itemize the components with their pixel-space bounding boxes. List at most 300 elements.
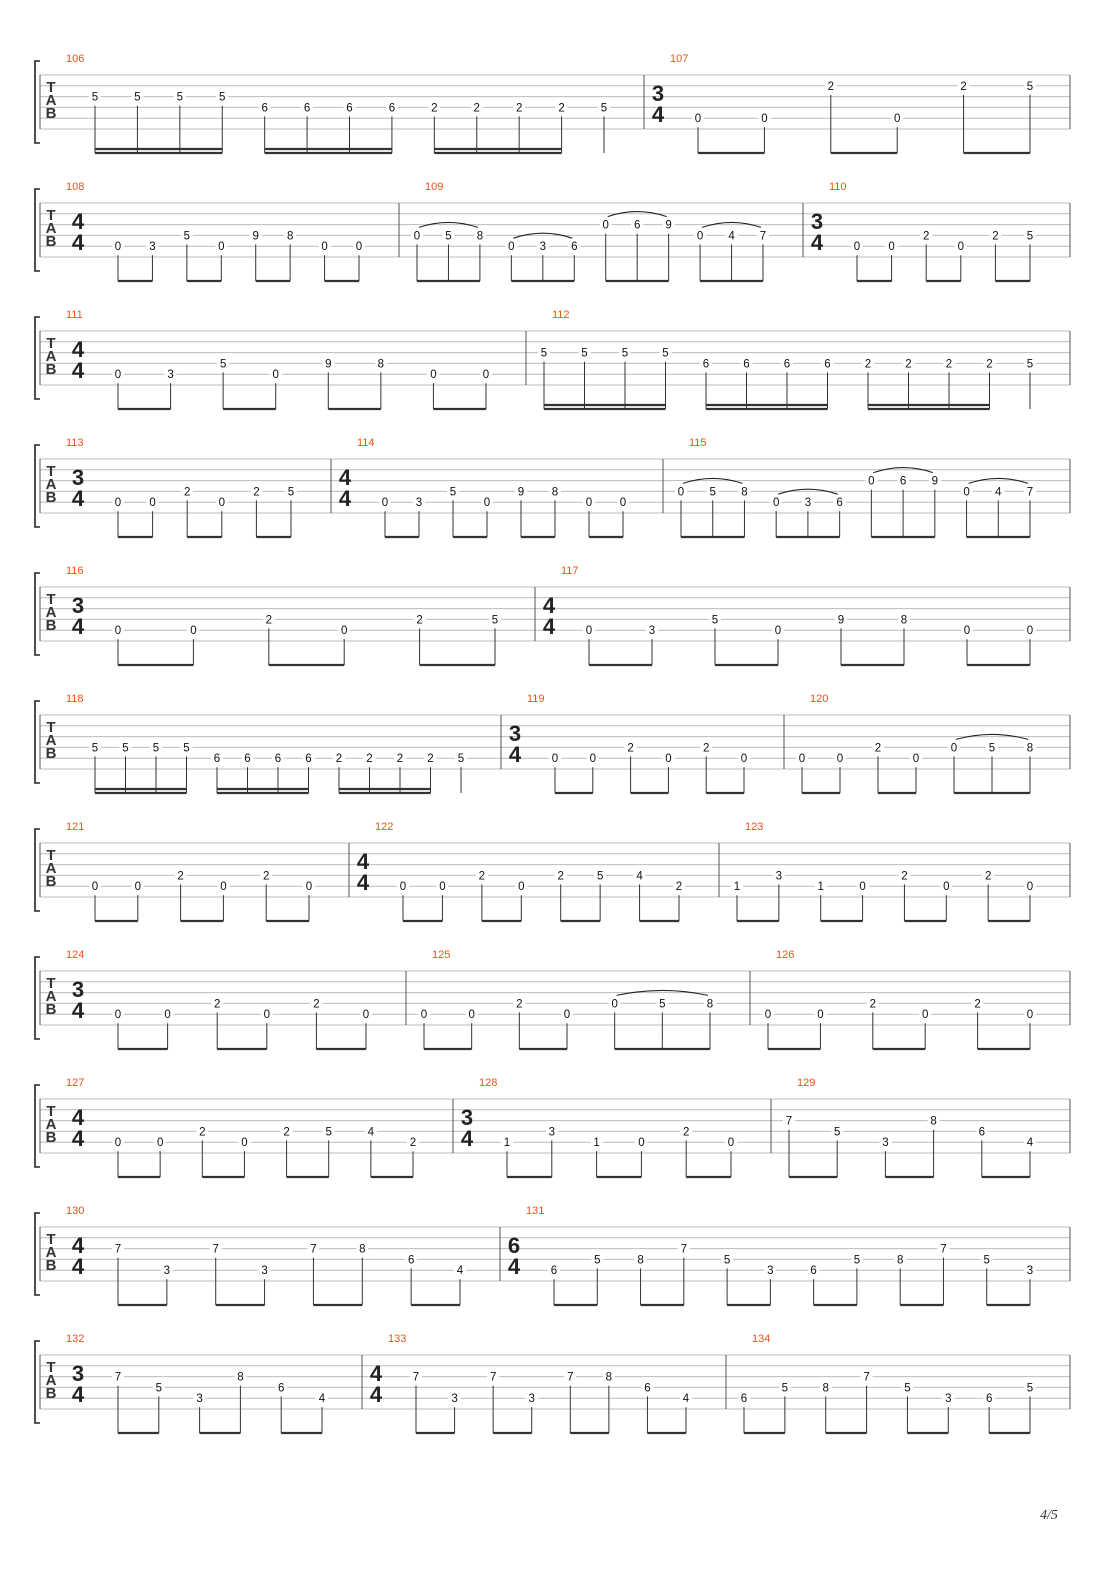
fret-number: 2 [366, 753, 373, 766]
time-signature-bottom: 4 [71, 1126, 85, 1151]
fret-number: 2 [515, 102, 523, 115]
fret-number: 5 [596, 870, 604, 883]
tab-clef: T [46, 719, 56, 736]
fret-number: 2 [627, 742, 634, 755]
fret-number: 3 [775, 870, 783, 883]
measure-number: 130 [66, 1205, 85, 1217]
fret-number: 5 [176, 91, 184, 104]
time-signature-top: 4 [369, 1361, 383, 1386]
fret-number: 0 [430, 369, 437, 382]
measure-number: 128 [479, 1077, 498, 1089]
fret-number: 4 [682, 1393, 690, 1406]
fret-number: 2 [675, 881, 683, 894]
fret-number: 3 [167, 369, 174, 382]
fret-number: 0 [1026, 625, 1034, 638]
fret-number: 3 [528, 1393, 535, 1406]
fret-number: 0 [114, 369, 122, 382]
time-signature-top: 4 [71, 1233, 85, 1258]
fret-number: 0 [611, 998, 618, 1011]
measure-number: 107 [670, 53, 689, 65]
fret-number: 6 [388, 102, 396, 115]
fret-number: 0 [413, 230, 421, 243]
measure-number: 116 [66, 565, 84, 577]
fret-number: 3 [548, 1126, 556, 1139]
fret-number: 9 [665, 219, 672, 232]
tab-clef: T [46, 335, 56, 352]
fret-number: 0 [399, 881, 407, 894]
fret-number: 3 [149, 241, 156, 254]
fret-number: 7 [489, 1371, 497, 1384]
fret-number: 2 [473, 102, 480, 115]
fret-number: 6 [740, 1393, 748, 1406]
tab-clef: B [45, 233, 57, 250]
fret-number: 5 [662, 347, 669, 360]
fret-number: 0 [563, 1009, 571, 1022]
time-signature-top: 3 [71, 977, 85, 1002]
fret-number: 5 [723, 1254, 731, 1267]
fret-number: 0 [963, 486, 970, 499]
fret-number: 6 [783, 358, 791, 371]
fret-number: 0 [263, 1009, 271, 1022]
fret-number: 6 [303, 102, 311, 115]
fret-number: 0 [589, 753, 597, 766]
time-signature-top: 4 [71, 209, 85, 234]
fret-number: 0 [468, 1009, 475, 1022]
tab-clef: T [46, 79, 56, 96]
fret-number: 2 [864, 358, 872, 371]
measure-number: 129 [797, 1077, 816, 1089]
fret-number: 7 [310, 1243, 317, 1256]
fret-number: 6 [978, 1126, 986, 1139]
fret-number: 0 [950, 742, 958, 755]
fret-number: 2 [253, 486, 260, 499]
fret-number: 0 [585, 625, 593, 638]
tab-clef: A [45, 604, 57, 621]
fret-number: 0 [817, 1009, 824, 1022]
measure-number: 119 [527, 693, 545, 705]
time-signature-bottom: 4 [71, 614, 85, 639]
fret-number: 2 [992, 230, 999, 243]
fret-number: 2 [313, 998, 320, 1011]
system-bracket [35, 1341, 40, 1423]
fret-number: 8 [359, 1243, 366, 1256]
fret-number: 0 [1026, 1009, 1034, 1022]
measure-number: 123 [745, 821, 764, 833]
fret-number: 0 [912, 753, 920, 766]
tab-clef: A [45, 220, 57, 237]
measure-number: 121 [66, 821, 85, 833]
fret-number: 0 [774, 625, 782, 638]
fret-number: 1 [503, 1137, 511, 1150]
time-signature-bottom: 4 [369, 1382, 383, 1407]
tab-clef: T [46, 591, 56, 608]
time-signature-bottom: 4 [71, 230, 85, 255]
fret-number: 9 [325, 358, 332, 371]
fret-number: 0 [798, 753, 806, 766]
fret-number: 0 [91, 881, 99, 894]
fret-number: 7 [114, 1243, 122, 1256]
fret-number: 7 [114, 1371, 122, 1384]
fret-number: 0 [551, 753, 559, 766]
tab-clef: A [45, 988, 57, 1005]
time-signature-bottom: 4 [542, 614, 556, 639]
measure-number: 113 [66, 437, 84, 449]
fret-number: 5 [491, 614, 499, 627]
time-signature-top: 3 [651, 81, 665, 106]
fret-number: 5 [594, 1254, 601, 1267]
system-bracket [35, 317, 40, 399]
fret-number: 0 [696, 230, 704, 243]
fret-number: 3 [804, 497, 812, 510]
time-signature-bottom: 4 [810, 230, 824, 255]
fret-number: 0 [362, 1009, 370, 1022]
fret-number: 0 [164, 1009, 171, 1022]
system-bracket [35, 701, 40, 783]
fret-number: 0 [836, 753, 844, 766]
system-bracket [35, 1213, 40, 1295]
fret-number: 5 [1026, 358, 1034, 371]
fret-number: 0 [114, 1009, 122, 1022]
fret-number: 6 [407, 1254, 415, 1267]
fret-number: 2 [396, 753, 404, 766]
fret-number: 0 [439, 881, 446, 894]
fret-number: 1 [733, 881, 741, 894]
time-signature-top: 3 [71, 465, 85, 490]
time-signature-bottom: 4 [71, 1254, 85, 1279]
fret-number: 5 [1026, 230, 1034, 243]
fret-number: 0 [190, 625, 197, 638]
time-signature-top: 4 [356, 849, 370, 874]
tab-clef: A [45, 1116, 57, 1133]
fret-number: 8 [900, 614, 908, 627]
fret-number: 0 [483, 497, 491, 510]
measure-number: 132 [66, 1333, 85, 1345]
measure-number: 108 [66, 181, 85, 193]
fret-number: 6 [305, 753, 312, 766]
fret-number: 8 [896, 1254, 904, 1267]
fret-number: 0 [305, 881, 313, 894]
tab-clef: A [45, 732, 57, 749]
fret-number: 0 [508, 241, 515, 254]
fret-number: 6 [743, 358, 750, 371]
fret-number: 0 [859, 881, 866, 894]
fret-number: 0 [1026, 881, 1034, 894]
measure-number: 112 [552, 309, 570, 321]
time-signature-bottom: 4 [71, 998, 85, 1023]
fret-number: 2 [905, 358, 912, 371]
fret-number: 5 [581, 347, 588, 360]
tab-clef: B [45, 105, 57, 122]
fret-number: 0 [134, 881, 142, 894]
fret-number: 0 [921, 1009, 929, 1022]
time-signature-bottom: 4 [338, 486, 352, 511]
time-signature-top: 3 [508, 721, 522, 746]
fret-number: 8 [551, 486, 559, 499]
fret-number: 2 [199, 1126, 206, 1139]
fret-number: 7 [940, 1243, 947, 1256]
fret-number: 0 [518, 881, 525, 894]
time-signature-bottom: 4 [356, 870, 370, 895]
fret-number: 0 [638, 1137, 645, 1150]
page-number: 4/5 [1040, 1508, 1058, 1523]
fret-number: 5 [325, 1126, 332, 1139]
fret-number: 2 [183, 486, 191, 499]
tab-clef: B [45, 873, 57, 890]
fret-number: 2 [682, 1126, 690, 1139]
time-signature-top: 3 [71, 593, 85, 618]
fret-number: 8 [822, 1382, 829, 1395]
fret-number: 6 [985, 1393, 993, 1406]
fret-number: 7 [567, 1371, 574, 1384]
time-signature-top: 3 [460, 1105, 474, 1130]
fret-number: 0 [114, 625, 122, 638]
fret-number: 0 [149, 497, 156, 510]
fret-number: 0 [272, 369, 279, 382]
fret-number: 5 [152, 742, 160, 755]
fret-number: 5 [122, 742, 129, 755]
fret-number: 0 [853, 241, 861, 254]
fret-number: 9 [931, 475, 939, 488]
time-signature-top: 4 [71, 1105, 85, 1130]
fret-number: 5 [445, 230, 452, 243]
fret-number: 2 [960, 80, 967, 93]
fret-number: 7 [1026, 486, 1034, 499]
fret-number: 0 [665, 753, 672, 766]
fret-number: 5 [457, 753, 465, 766]
fret-number: 7 [412, 1371, 420, 1384]
time-signature-top: 4 [338, 465, 352, 490]
fret-number: 6 [213, 753, 221, 766]
fret-number: 4 [636, 870, 643, 883]
fret-number: 8 [605, 1371, 613, 1384]
time-signature-bottom: 4 [507, 1254, 521, 1279]
fret-number: 8 [476, 230, 484, 243]
fret-number: 2 [262, 870, 270, 883]
system-bracket [35, 189, 40, 271]
fret-number: 2 [431, 102, 438, 115]
fret-number: 7 [680, 1243, 688, 1256]
tab-clef: A [45, 1372, 57, 1389]
fret-number: 0 [241, 1137, 248, 1150]
fret-number: 0 [943, 881, 950, 894]
fret-number: 0 [764, 1009, 772, 1022]
measure-number: 106 [66, 53, 85, 65]
fret-number: 5 [91, 91, 99, 104]
fret-number: 6 [633, 219, 641, 232]
system-bracket [35, 445, 40, 527]
fret-number: 5 [540, 347, 548, 360]
tab-clef: T [46, 1103, 56, 1120]
fret-number: 7 [863, 1371, 870, 1384]
time-signature-bottom: 4 [71, 486, 85, 511]
fret-number: 5 [219, 358, 227, 371]
time-signature-bottom: 4 [460, 1126, 474, 1151]
fret-number: 0 [218, 241, 225, 254]
measure-number: 115 [689, 437, 707, 449]
tab-clef: B [45, 1129, 57, 1146]
measure-number: 125 [432, 949, 451, 961]
fret-number: 2 [922, 230, 930, 243]
fret-number: 0 [893, 113, 901, 126]
time-signature-top: 3 [810, 209, 824, 234]
fret-number: 2 [974, 998, 981, 1011]
fret-number: 5 [183, 742, 190, 755]
time-signature-bottom: 4 [71, 1382, 85, 1407]
fret-number: 6 [836, 497, 843, 510]
fret-number: 0 [761, 113, 768, 126]
measure-number: 134 [752, 1333, 771, 1345]
measure-number: 124 [66, 949, 85, 961]
measure-number: 117 [561, 565, 579, 577]
fret-number: 2 [986, 358, 993, 371]
fret-number: 6 [277, 1382, 285, 1395]
fret-number: 3 [451, 1393, 458, 1406]
fret-number: 2 [283, 1126, 290, 1139]
tab-clef: A [45, 476, 57, 493]
fret-number: 6 [274, 753, 282, 766]
tab-clef: B [45, 489, 57, 506]
tab-clef: A [45, 92, 57, 109]
fret-number: 8 [377, 358, 385, 371]
fret-number: 0 [740, 753, 748, 766]
fret-number: 2 [416, 614, 423, 627]
system-bracket [35, 1085, 40, 1167]
system-bracket [35, 61, 40, 143]
fret-number: 0 [114, 241, 122, 254]
fret-number: 5 [781, 1382, 789, 1395]
fret-number: 5 [134, 91, 141, 104]
fret-number: 5 [183, 230, 191, 243]
fret-number: 4 [995, 486, 1002, 499]
fret-number: 0 [156, 1137, 164, 1150]
fret-number: 1 [817, 881, 824, 894]
tab-clef: B [45, 745, 57, 762]
fret-number: 0 [114, 497, 122, 510]
fret-number: 2 [984, 870, 992, 883]
fret-number: 5 [621, 347, 629, 360]
fret-number: 5 [853, 1254, 861, 1267]
measure-number: 133 [388, 1333, 407, 1345]
fret-number: 2 [827, 80, 835, 93]
fret-number: 3 [539, 241, 547, 254]
time-signature-bottom: 4 [651, 102, 665, 127]
fret-number: 6 [571, 241, 578, 254]
fret-number: 2 [427, 753, 434, 766]
system-bracket [35, 957, 40, 1039]
fret-number: 6 [244, 753, 251, 766]
measure-number: 110 [829, 181, 847, 193]
fret-number: 0 [694, 113, 702, 126]
fret-number: 0 [727, 1137, 735, 1150]
fret-number: 2 [869, 998, 877, 1011]
fret-number: 2 [213, 998, 221, 1011]
fret-number: 0 [772, 497, 780, 510]
fret-number: 0 [340, 625, 348, 638]
fret-number: 3 [648, 625, 656, 638]
measure-number: 111 [66, 309, 83, 321]
fret-number: 5 [711, 614, 719, 627]
fret-number: 0 [220, 881, 227, 894]
time-signature-top: 4 [71, 337, 85, 362]
measure-number: 127 [66, 1077, 85, 1089]
time-signature-bottom: 4 [508, 742, 522, 767]
fret-number: 9 [517, 486, 525, 499]
tab-clef: B [45, 1385, 57, 1402]
time-signature-bottom: 4 [71, 358, 85, 383]
fret-number: 2 [265, 614, 273, 627]
tab-clef: A [45, 348, 57, 365]
fret-number: 3 [196, 1393, 203, 1406]
fret-number: 5 [988, 742, 996, 755]
fret-number: 0 [321, 241, 328, 254]
fret-number: 7 [212, 1243, 219, 1256]
fret-number: 4 [367, 1126, 375, 1139]
fret-number: 0 [888, 241, 895, 254]
fret-number: 3 [945, 1393, 952, 1406]
fret-number: 6 [261, 102, 268, 115]
fret-number: 2 [945, 358, 953, 371]
fret-number: 0 [218, 497, 226, 510]
fret-number: 0 [482, 369, 490, 382]
measure-number: 126 [776, 949, 795, 961]
measure-number: 120 [810, 693, 829, 705]
tab-clef: B [45, 1257, 57, 1274]
fret-number: 8 [706, 998, 714, 1011]
fret-number: 5 [91, 742, 99, 755]
fret-number: 5 [219, 91, 226, 104]
measure-number: 114 [357, 437, 375, 449]
fret-number: 5 [287, 486, 295, 499]
fret-number: 4 [456, 1265, 464, 1278]
tab-clef: T [46, 975, 56, 992]
fret-number: 4 [728, 230, 735, 243]
fret-number: 6 [550, 1265, 558, 1278]
fret-number: 8 [1026, 742, 1034, 755]
fret-number: 9 [252, 230, 259, 243]
fret-number: 3 [261, 1265, 268, 1278]
fret-number: 2 [516, 998, 523, 1011]
fret-number: 0 [420, 1009, 428, 1022]
tab-clef: B [45, 361, 57, 378]
measure-number: 109 [425, 181, 444, 193]
fret-number: 5 [833, 1126, 841, 1139]
fret-number: 0 [868, 475, 875, 488]
fret-number: 5 [904, 1382, 911, 1395]
time-signature-top: 4 [542, 593, 556, 618]
fret-number: 7 [759, 230, 767, 243]
fret-number: 3 [767, 1265, 774, 1278]
fret-number: 2 [557, 870, 564, 883]
fret-number: 6 [702, 358, 710, 371]
measure-number: 118 [66, 693, 84, 705]
fret-number: 0 [114, 1137, 122, 1150]
system-bracket [35, 829, 40, 911]
tab-clef: T [46, 463, 56, 480]
fret-number: 6 [810, 1265, 817, 1278]
fret-number: 6 [644, 1382, 651, 1395]
fret-number: 3 [1026, 1265, 1034, 1278]
fret-number: 2 [177, 870, 184, 883]
fret-number: 0 [957, 241, 965, 254]
fret-number: 5 [1026, 1382, 1034, 1395]
fret-number: 2 [478, 870, 486, 883]
fret-number: 0 [963, 625, 971, 638]
fret-number: 8 [741, 486, 748, 499]
tab-clef: T [46, 1231, 56, 1248]
fret-number: 5 [659, 998, 666, 1011]
fret-number: 3 [163, 1265, 171, 1278]
fret-number: 4 [1026, 1137, 1034, 1150]
